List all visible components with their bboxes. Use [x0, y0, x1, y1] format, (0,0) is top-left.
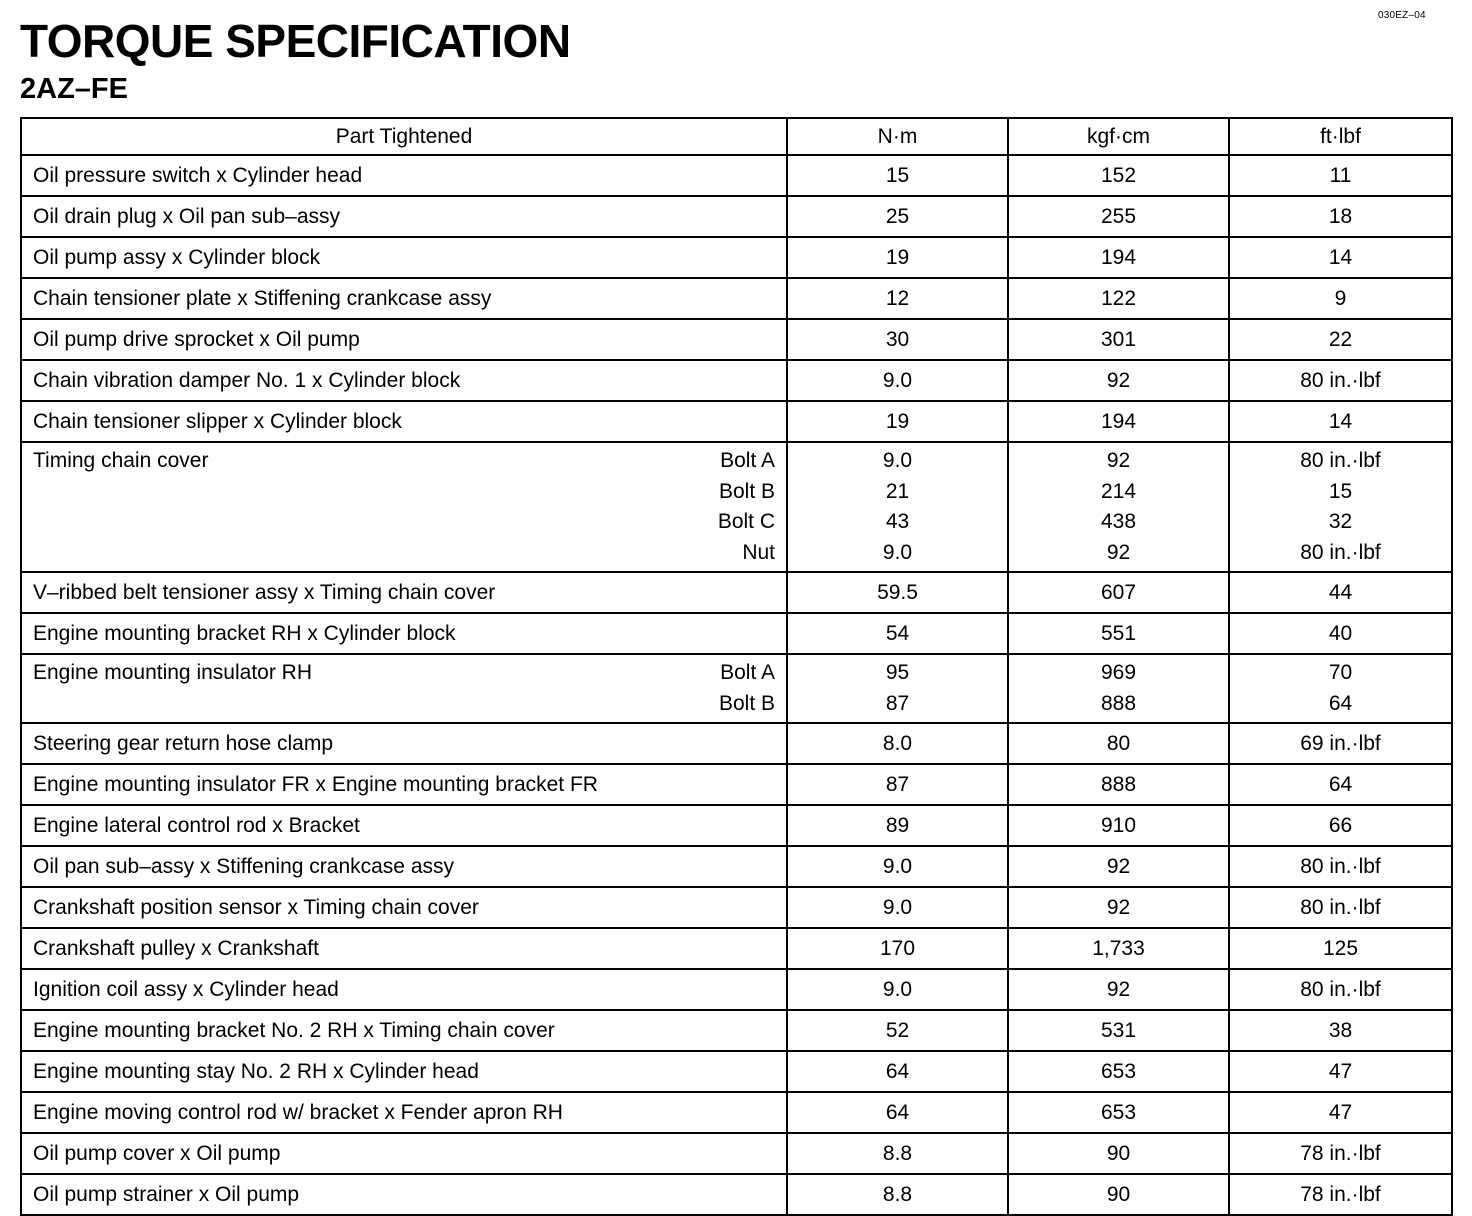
table-row: [21, 1133, 1452, 1174]
nm-cell: 54: [787, 613, 1008, 654]
table-row: [21, 654, 1452, 723]
kgf-cm-cell: [1008, 654, 1229, 723]
column-header-part: Part Tightened: [21, 118, 787, 155]
part-cell: Oil pump drive sprocket x Oil pump: [21, 319, 787, 360]
part-name: Timing chain cover: [33, 449, 209, 472]
part-cell: Chain tensioner plate x Stiffening crankcase assy: [21, 278, 787, 319]
part-cell: [21, 442, 787, 572]
table-row: [21, 613, 1452, 654]
part-cell: Chain tensioner slipper x Cylinder block: [21, 401, 787, 442]
fastener-label: Bolt A: [720, 449, 775, 472]
table-header-row: [21, 118, 1452, 155]
kgf-cm-cell: 888: [1008, 764, 1229, 805]
kgf-cm-cell: 653: [1008, 1092, 1229, 1133]
nm-cell: [787, 654, 1008, 723]
part-cell: Engine mounting stay No. 2 RH x Cylinder head: [21, 1051, 787, 1092]
ft-lbf-cell-value: 80 in.·lbf: [1300, 449, 1381, 472]
ft-lbf-cell: 80 in.·lbf: [1229, 846, 1452, 887]
ft-lbf-cell: 40: [1229, 613, 1452, 654]
nm-cell: 19: [787, 237, 1008, 278]
part-cell: Steering gear return hose clamp: [21, 723, 787, 764]
table-row: [21, 155, 1452, 196]
ft-lbf-cell: 64: [1229, 764, 1452, 805]
nm-cell: 64: [787, 1092, 1008, 1133]
table-row: [21, 278, 1452, 319]
kgf-cm-cell-value: 888: [1100, 691, 1137, 715]
kgf-cm-cell: 1,733: [1008, 928, 1229, 969]
kgf-cm-cell-value: 92: [1106, 449, 1131, 472]
nm-cell: 19: [787, 401, 1008, 442]
ft-lbf-cell: [1229, 654, 1452, 723]
fastener-labels: [719, 658, 775, 719]
ft-lbf-cell-value: 70: [1328, 661, 1353, 684]
part-cell: Chain vibration damper No. 1 x Cylinder block: [21, 360, 787, 401]
torque-spec-table: [20, 117, 1453, 1216]
part-cell: Crankshaft position sensor x Timing chain cover: [21, 887, 787, 928]
column-header-ft-lbf: ft·lbf: [1229, 118, 1452, 155]
kgf-cm-cell: [1008, 442, 1229, 572]
nm-cell-value: 43: [885, 510, 910, 533]
nm-cell: 25: [787, 196, 1008, 237]
nm-cell: [787, 442, 1008, 572]
part-cell: Engine mounting bracket RH x Cylinder block: [21, 613, 787, 654]
kgf-cm-cell-value: 969: [1100, 661, 1137, 684]
part-cell: Engine lateral control rod x Bracket: [21, 805, 787, 846]
table-row: [21, 196, 1452, 237]
part-cell: Oil pump cover x Oil pump: [21, 1133, 787, 1174]
ft-lbf-cell: 80 in.·lbf: [1229, 969, 1452, 1010]
part-name: Engine mounting insulator RH: [33, 661, 312, 684]
kgf-cm-cell: 90: [1008, 1133, 1229, 1174]
table-row: [21, 319, 1452, 360]
ft-lbf-cell: 9: [1229, 278, 1452, 319]
kgf-cm-cell: 152: [1008, 155, 1229, 196]
nm-cell: 9.0: [787, 969, 1008, 1010]
table-row: [21, 846, 1452, 887]
ft-lbf-cell: 66: [1229, 805, 1452, 846]
nm-cell: 9.0: [787, 887, 1008, 928]
nm-cell-value: 9.0: [882, 449, 913, 472]
table-row: [21, 237, 1452, 278]
kgf-cm-cell: 122: [1008, 278, 1229, 319]
table-row: [21, 928, 1452, 969]
kgf-cm-cell: 910: [1008, 805, 1229, 846]
ft-lbf-cell: 78 in.·lbf: [1229, 1133, 1452, 1174]
ft-lbf-cell: 125: [1229, 928, 1452, 969]
part-cell: Ignition coil assy x Cylinder head: [21, 969, 787, 1010]
ft-lbf-cell: 69 in.·lbf: [1229, 723, 1452, 764]
ft-lbf-cell: 14: [1229, 237, 1452, 278]
fastener-label: Bolt C: [717, 510, 775, 533]
kgf-cm-cell: 607: [1008, 572, 1229, 613]
part-cell: [21, 654, 787, 723]
table-row: [21, 723, 1452, 764]
ft-lbf-cell-value: 32: [1328, 510, 1353, 533]
kgf-cm-cell: 194: [1008, 401, 1229, 442]
ft-lbf-cell: 80 in.·lbf: [1229, 887, 1452, 928]
column-header-kgf-cm: kgf·cm: [1008, 118, 1229, 155]
ft-lbf-cell-value: 15: [1328, 479, 1353, 503]
table-body: [21, 155, 1452, 1215]
nm-cell: 12: [787, 278, 1008, 319]
part-cell: Oil drain plug x Oil pan sub–assy: [21, 196, 787, 237]
table-row: [21, 401, 1452, 442]
table-row: [21, 969, 1452, 1010]
table-row: [21, 360, 1452, 401]
kgf-cm-cell: 90: [1008, 1174, 1229, 1215]
part-cell: V–ribbed belt tensioner assy x Timing chain cover: [21, 572, 787, 613]
document-code: 030EZ–04: [1378, 10, 1426, 21]
nm-cell: 8.0: [787, 723, 1008, 764]
kgf-cm-cell: 653: [1008, 1051, 1229, 1092]
table-row: [21, 1092, 1452, 1133]
table-row: [21, 805, 1452, 846]
nm-cell-value: 95: [885, 661, 910, 684]
table-row: [21, 1174, 1452, 1215]
ft-lbf-cell: 47: [1229, 1092, 1452, 1133]
engine-model-subtitle: 2AZ–FE: [20, 73, 128, 105]
part-cell: Oil pan sub–assy x Stiffening crankcase assy: [21, 846, 787, 887]
nm-cell: 170: [787, 928, 1008, 969]
fastener-labels: [718, 446, 775, 568]
nm-cell: 8.8: [787, 1174, 1008, 1215]
kgf-cm-cell-value: 214: [1100, 479, 1137, 503]
page-title: TORQUE SPECIFICATION: [20, 15, 571, 67]
part-cell: Oil pump strainer x Oil pump: [21, 1174, 787, 1215]
nm-cell: 52: [787, 1010, 1008, 1051]
fastener-label: Bolt B: [718, 479, 775, 503]
part-cell: Oil pressure switch x Cylinder head: [21, 155, 787, 196]
nm-cell: 64: [787, 1051, 1008, 1092]
ft-lbf-cell: 38: [1229, 1010, 1452, 1051]
nm-cell: 8.8: [787, 1133, 1008, 1174]
ft-lbf-cell: [1229, 442, 1452, 572]
ft-lbf-cell: 78 in.·lbf: [1229, 1174, 1452, 1215]
kgf-cm-cell: 551: [1008, 613, 1229, 654]
fastener-label: Bolt B: [718, 691, 775, 715]
ft-lbf-cell-value: 80 in.·lbf: [1300, 540, 1381, 564]
kgf-cm-cell: 92: [1008, 969, 1229, 1010]
ft-lbf-cell: 44: [1229, 572, 1452, 613]
ft-lbf-cell-value: 64: [1328, 691, 1353, 715]
ft-lbf-cell: 22: [1229, 319, 1452, 360]
table-row: [21, 1051, 1452, 1092]
nm-cell: 9.0: [787, 360, 1008, 401]
part-cell: Engine mounting bracket No. 2 RH x Timing chain cover: [21, 1010, 787, 1051]
kgf-cm-cell: 531: [1008, 1010, 1229, 1051]
nm-cell: 15: [787, 155, 1008, 196]
part-cell: Engine moving control rod w/ bracket x Fender apron RH: [21, 1092, 787, 1133]
part-cell: Oil pump assy x Cylinder block: [21, 237, 787, 278]
kgf-cm-cell: 301: [1008, 319, 1229, 360]
kgf-cm-cell: 92: [1008, 887, 1229, 928]
table-row: [21, 572, 1452, 613]
nm-cell: 9.0: [787, 846, 1008, 887]
nm-cell-value: 9.0: [882, 540, 913, 564]
kgf-cm-cell: 255: [1008, 196, 1229, 237]
ft-lbf-cell: 47: [1229, 1051, 1452, 1092]
nm-cell-value: 87: [885, 691, 910, 715]
fastener-label: Nut: [742, 540, 775, 564]
kgf-cm-cell: 92: [1008, 846, 1229, 887]
ft-lbf-cell: 80 in.·lbf: [1229, 360, 1452, 401]
table-row: [21, 442, 1452, 572]
table-row: [21, 764, 1452, 805]
ft-lbf-cell: 11: [1229, 155, 1452, 196]
ft-lbf-cell: 18: [1229, 196, 1452, 237]
column-header-nm: N·m: [787, 118, 1008, 155]
table-row: [21, 1010, 1452, 1051]
ft-lbf-cell: 14: [1229, 401, 1452, 442]
nm-cell: 87: [787, 764, 1008, 805]
nm-cell: 89: [787, 805, 1008, 846]
kgf-cm-cell-value: 92: [1106, 540, 1131, 564]
fastener-label: Bolt A: [720, 661, 775, 684]
part-cell: Crankshaft pulley x Crankshaft: [21, 928, 787, 969]
part-cell: Engine mounting insulator FR x Engine mounting bracket FR: [21, 764, 787, 805]
nm-cell-value: 21: [885, 479, 910, 503]
kgf-cm-cell: 92: [1008, 360, 1229, 401]
nm-cell: 30: [787, 319, 1008, 360]
kgf-cm-cell: 194: [1008, 237, 1229, 278]
kgf-cm-cell: 80: [1008, 723, 1229, 764]
kgf-cm-cell-value: 438: [1100, 510, 1137, 533]
nm-cell: 59.5: [787, 572, 1008, 613]
table-row: [21, 887, 1452, 928]
